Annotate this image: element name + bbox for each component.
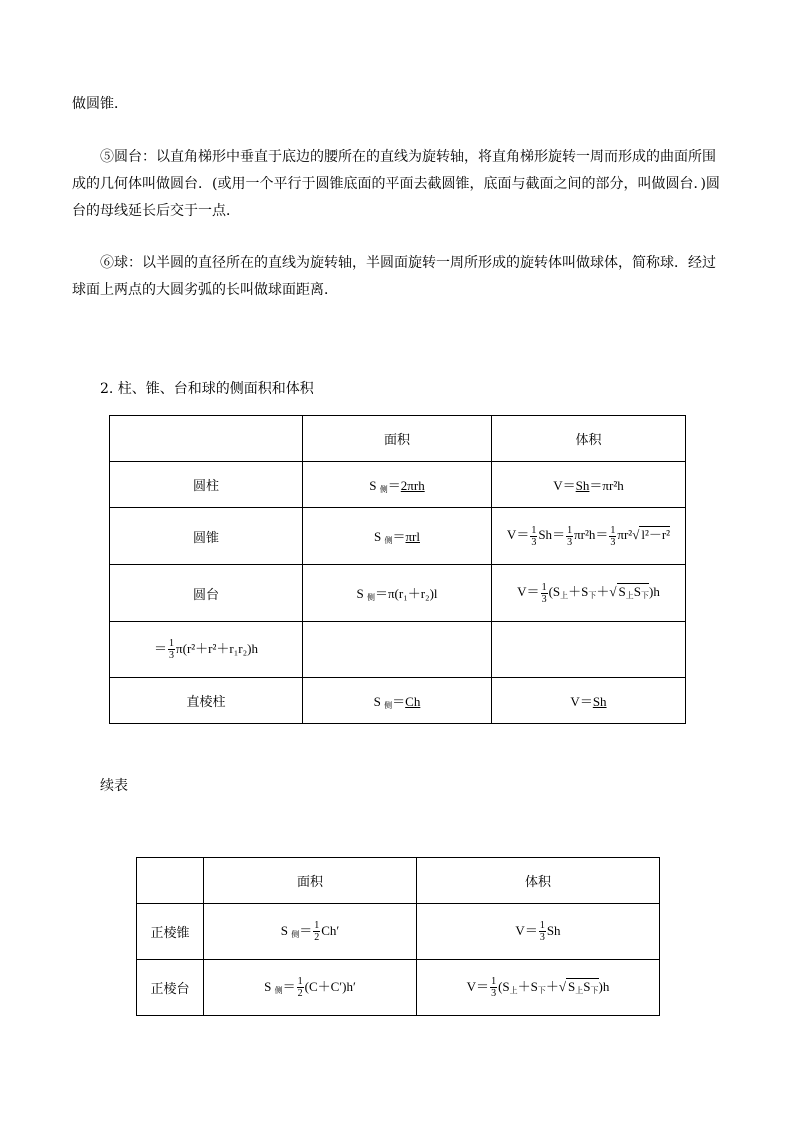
table-row	[110, 462, 686, 508]
formula-cell: V＝ $\frac{1}{3}$ ($S_上+S_下+√$ $S_上S_下)h$	[417, 960, 660, 1016]
row-label: 圆台	[110, 565, 303, 622]
formula-cell: V＝ $\frac{1}{3}$ Sh＝ $\frac{1}{3}$ πr²h＝ $\frac{1}{3}$ πr²√ l²－r²	[492, 508, 686, 565]
formula-cell: ＝ $\frac{1}{3}$ π(r²＋r²＋r₁r₂)h	[110, 622, 303, 678]
formula-cell: V＝Sh＝πr²h	[492, 462, 686, 508]
continued-label: 续表	[100, 778, 128, 794]
header-cell: 体积	[417, 858, 660, 904]
table-row	[110, 565, 686, 622]
row-label: 正棱锥	[137, 904, 204, 960]
table-header-row	[110, 416, 686, 462]
table-row	[137, 960, 660, 1016]
table-row	[110, 622, 686, 678]
table-row	[110, 508, 686, 565]
header-cell: 面积	[204, 858, 417, 904]
header-cell	[110, 416, 303, 462]
paragraph-sphere	[72, 250, 724, 304]
row-label: 圆锥	[110, 508, 303, 565]
formula-cell: V＝Sh	[492, 678, 686, 724]
paragraph-text: 做圆锥．	[72, 96, 128, 112]
paragraph-line: ⑤圆台：以直角梯形中垂直于底边的腰所在的直线为旋转轴，将直角梯形旋转一周而形成的曲面所围	[100, 149, 716, 165]
header-cell: 面积	[303, 416, 492, 462]
formula-cell: V＝ $\frac{1}{3}$ ($S_上+S_下+√$ $S_上S_下)h$	[492, 565, 686, 622]
paragraph-line: ⑥球：以半圆的直径所在的直线为旋转轴，半圆面旋转一周所形成的旋转体叫做球体，简称球．经过	[100, 255, 716, 271]
formula-cell: S $_侧$＝πrl	[303, 508, 492, 565]
paragraph-line: 成的几何体叫做圆台．(或用一个平行于圆锥底面的平面去截圆锥，底面与截面之间的部分，叫做圆台．)圆	[72, 176, 720, 192]
formula-cell: S $_侧$＝Ch	[303, 678, 492, 724]
section-heading: 2. 柱、锥、台和球的侧面积和体积	[100, 381, 314, 397]
header-cell	[137, 858, 204, 904]
empty-cell	[303, 622, 492, 678]
empty-cell	[492, 622, 686, 678]
paragraph-cone-end	[72, 91, 724, 118]
formula-cell: V＝ $\frac{1}{3}$ Sh	[417, 904, 660, 960]
formula-table-1	[109, 415, 686, 724]
table-header-row	[137, 858, 660, 904]
paragraph-line: 台的母线延长后交于一点．	[72, 203, 240, 219]
formula-cell: S $_侧$＝π(r₁＋r₂)l	[303, 565, 492, 622]
row-label: 正棱台	[137, 960, 204, 1016]
table-row	[110, 678, 686, 724]
table-row	[137, 904, 660, 960]
formula-table-2	[136, 857, 660, 1016]
paragraph-line: 球面上两点的大圆劣弧的长叫做球面距离．	[72, 282, 338, 298]
row-label: 直棱柱	[110, 678, 303, 724]
header-cell: 体积	[492, 416, 686, 462]
paragraph-frustum	[72, 144, 724, 225]
formula-cell: S $_侧$＝2πrh	[303, 462, 492, 508]
formula-cell: S $_侧$＝ $\frac{1}{2}$ Ch′	[204, 904, 417, 960]
row-label: 圆柱	[110, 462, 303, 508]
formula-cell: S $_侧$＝ $\frac{1}{2}$ (C＋C′)h′	[204, 960, 417, 1016]
